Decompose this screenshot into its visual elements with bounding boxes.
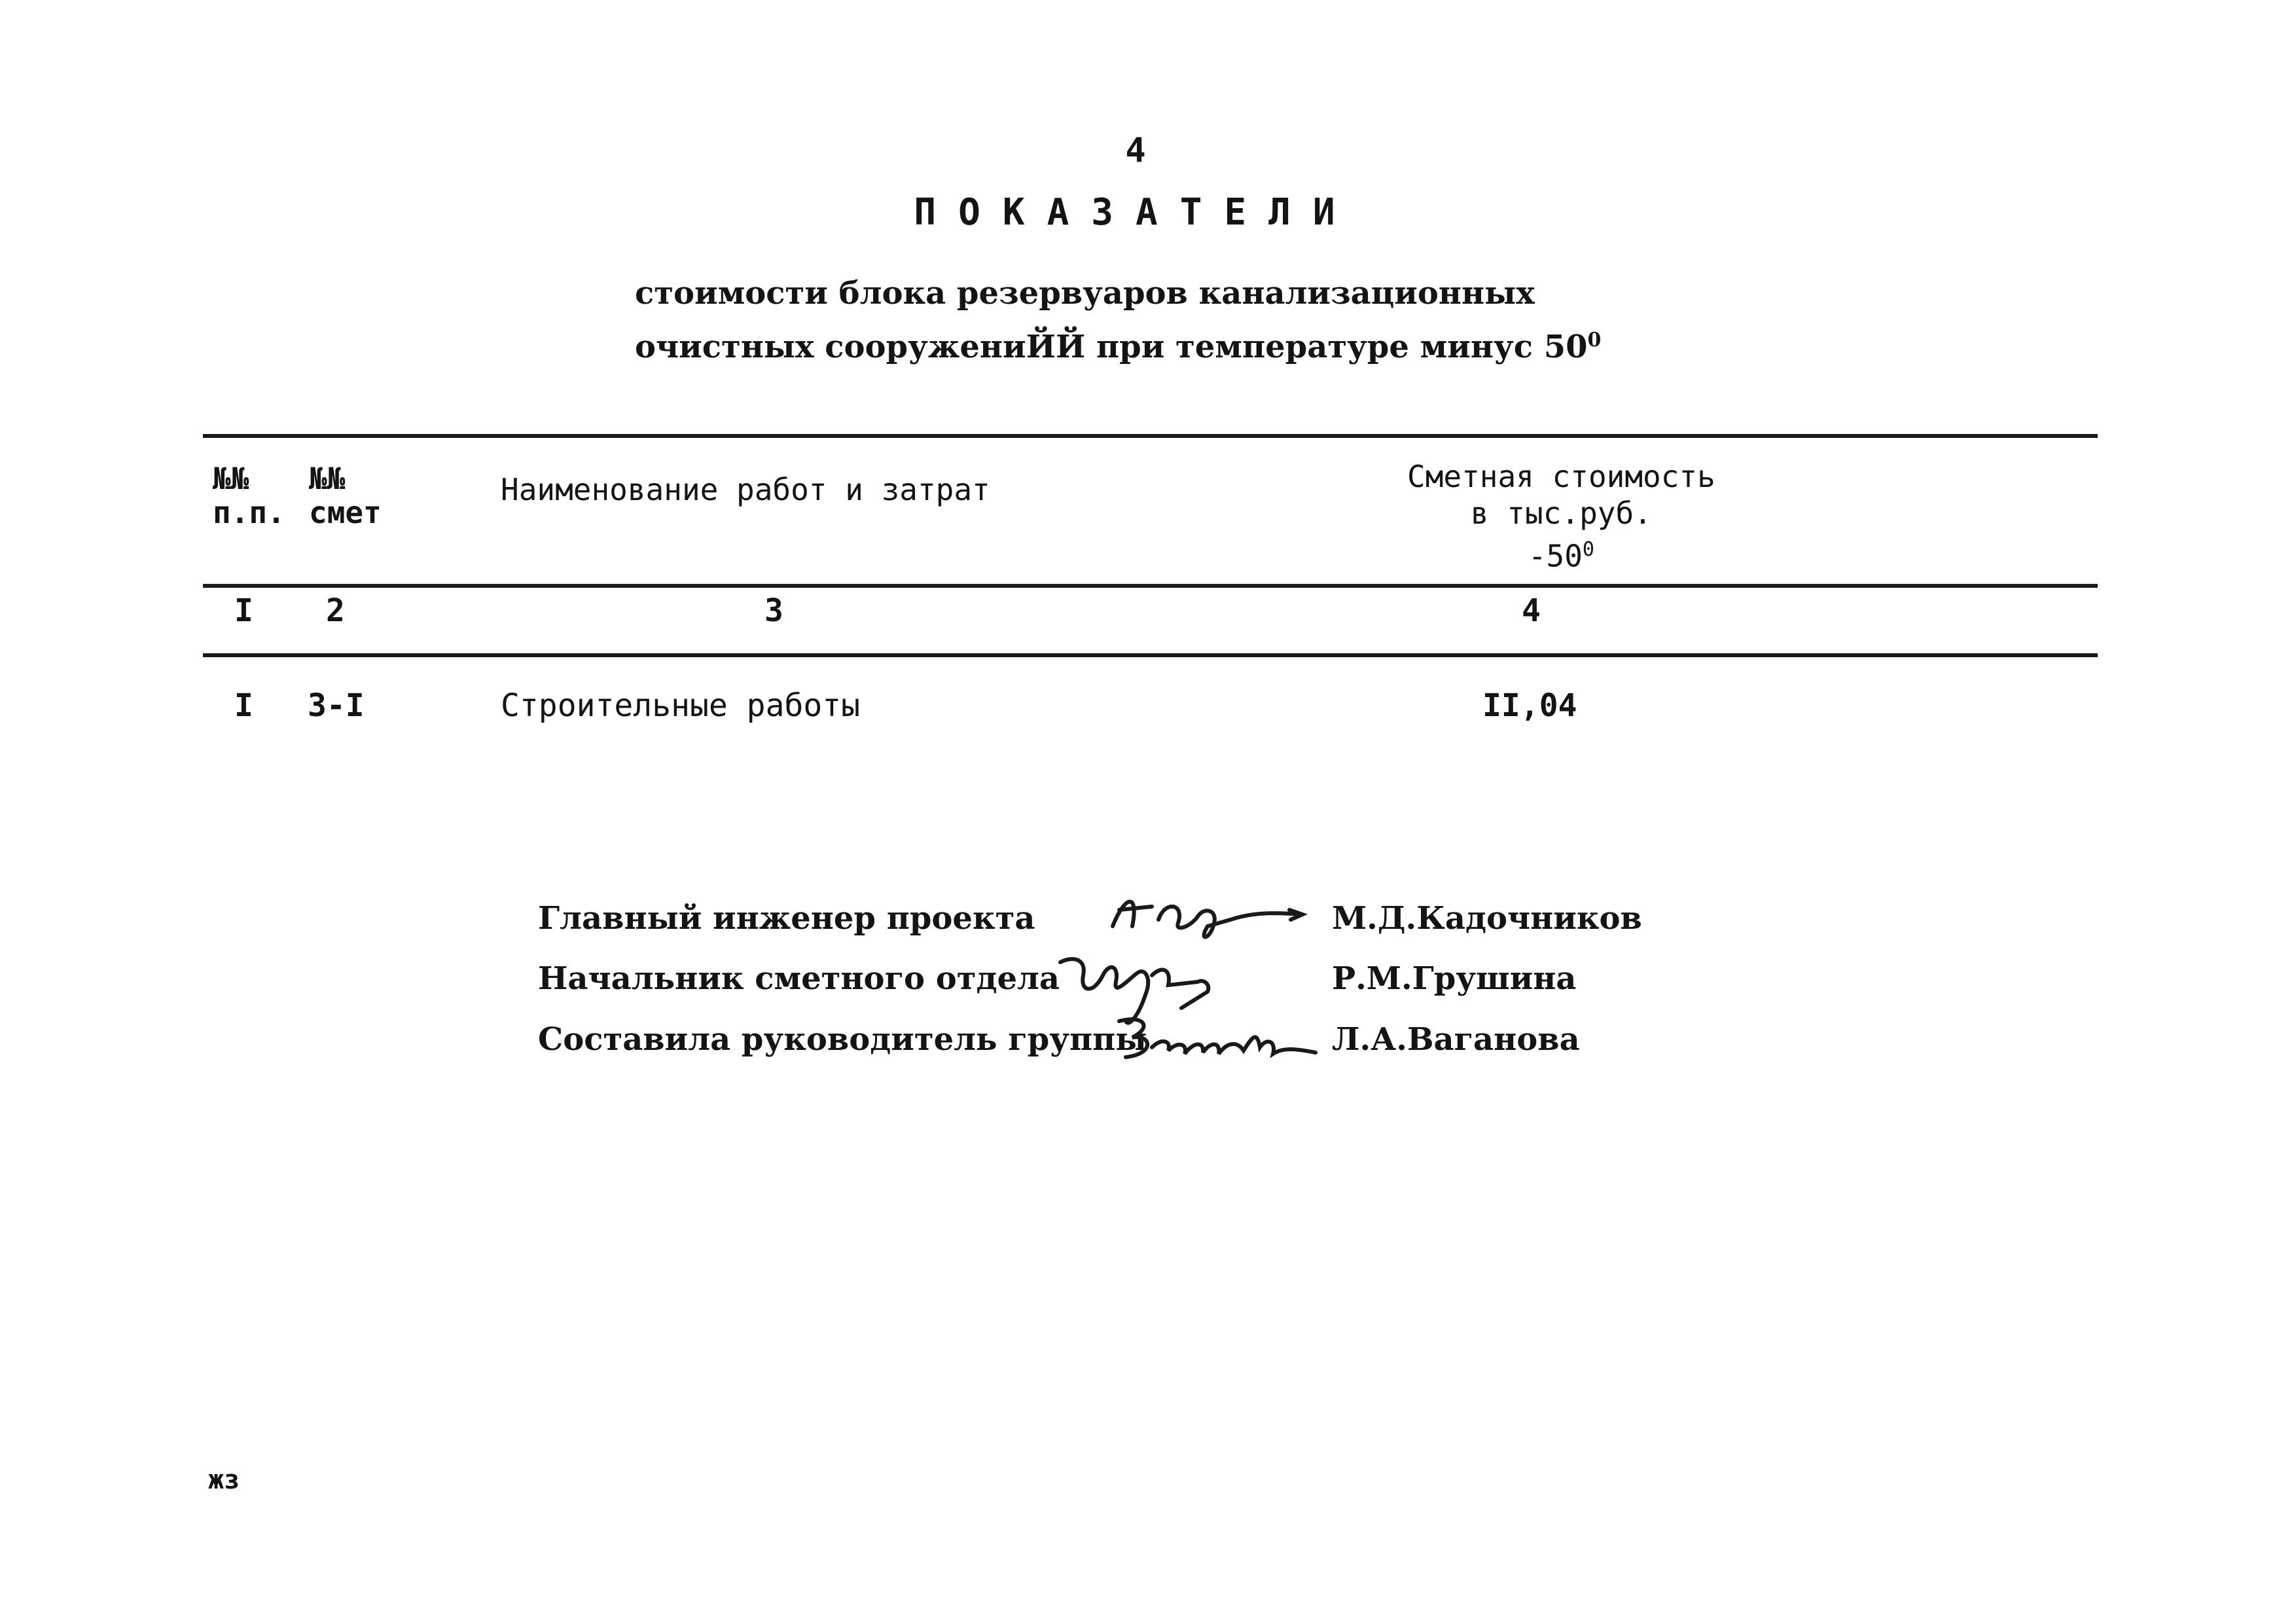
header-estimate-number [309, 461, 382, 530]
header-work-name: Наименование работ и затрат [501, 472, 990, 507]
table-header-rule [203, 584, 2098, 588]
document-title: ПОКАЗАТЕЛИ [914, 191, 1357, 234]
header-cost-temperature: -50 [1528, 538, 1583, 574]
header-estimate-number-line-1: №№ [309, 461, 346, 496]
signature-name-1: М.Д.Кадочников [1332, 900, 1642, 937]
table-column-number-rule [203, 653, 2098, 657]
degree-mark: 0 [1582, 538, 1594, 561]
table-top-rule [203, 434, 2098, 438]
header-cost-line-1: Сметная стоимость [1407, 459, 1715, 494]
row-work-name: Строительные работы [501, 687, 861, 724]
header-item-number [213, 461, 285, 530]
signature-role-3: Составила руководитель группы [538, 1021, 1147, 1058]
header-cost-line-2: в тыс.руб. [1470, 496, 1652, 531]
column-number-1: I [234, 592, 253, 629]
header-item-number-line-1: №№ [213, 461, 249, 496]
header-estimated-cost [1407, 458, 1715, 574]
header-estimate-number-line-2: смет [309, 495, 382, 530]
degree-mark: 0 [1587, 329, 1602, 352]
row-item-number: I [234, 687, 253, 724]
header-cost-line-3 [1407, 532, 1715, 574]
column-number-3: 3 [764, 592, 783, 629]
column-number-4: 4 [1522, 592, 1541, 629]
subtitle-line-2-text: очистных сооружениЙЙ при температуре минус 50 [635, 329, 1588, 365]
header-item-number-line-2: п.п. [213, 495, 285, 530]
signature-role-1: Главный инженер проекта [538, 900, 1035, 937]
footer-mark: жз [208, 1465, 240, 1495]
handwritten-signature-3 [1106, 1001, 1329, 1074]
subtitle-line-2 [635, 317, 1601, 370]
row-cost-value: II,04 [1482, 687, 1577, 724]
column-number-2: 2 [326, 592, 345, 629]
document-subtitle [635, 270, 1601, 370]
subtitle-line-1: стоимости блока резервуаров канализационных [635, 275, 1535, 312]
signature-name-3: Л.А.Ваганова [1332, 1021, 1580, 1058]
signature-role-2: Начальник сметного отдела [538, 960, 1060, 997]
row-estimate-number: 3-I [308, 687, 365, 724]
page-number: 4 [1125, 131, 1146, 170]
signature-name-2: Р.М.Грушина [1332, 960, 1577, 997]
